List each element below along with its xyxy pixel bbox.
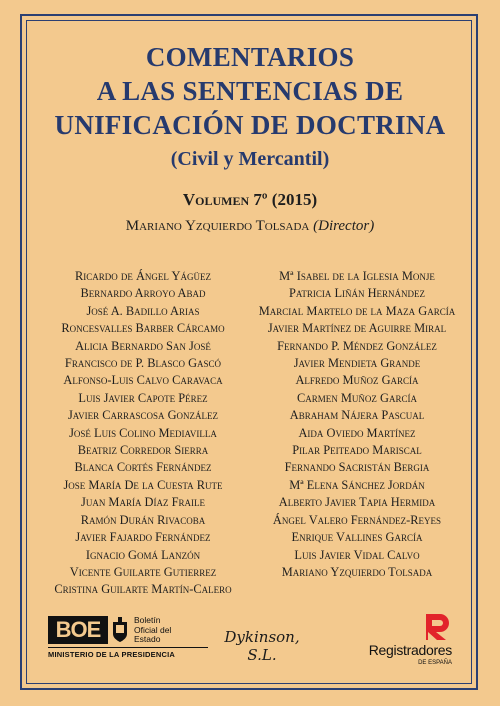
boe-logo [48, 616, 208, 666]
author-name: Ángel Valero Fernández-Reyes [272, 512, 442, 527]
ministry-label: MINISTERIO DE LA PRESIDENCIA [48, 650, 175, 659]
author-name: Roncesvalles Barber Cárcamo [61, 321, 225, 336]
authors-column-right [250, 268, 464, 599]
author-name: Javier Mendieta Grande [293, 356, 421, 371]
registradores-name: Registradores [368, 642, 452, 658]
author-name: Pilar Peiteado Mariscal [292, 443, 422, 458]
author-name: Luis Javier Vidal Calvo [294, 547, 420, 562]
author-name: Ramón Durán Rivacoba [80, 512, 206, 527]
book-title [0, 40, 500, 172]
boe-text-line-2: Oficial del [134, 624, 172, 635]
registradores-subtitle: DE ESPAÑA [418, 660, 452, 666]
title-line-1: COMENTARIOS [145, 42, 355, 72]
author-name: Carmen Muñoz García [297, 390, 417, 405]
author-name: Blanca Cortés Fernández [74, 460, 212, 475]
boe-text [134, 616, 214, 645]
author-name: Vicente Guilarte Gutierrez [69, 564, 217, 579]
author-name: Fernando P. Méndez González [277, 338, 437, 353]
dykinson-logo: Dykinson, S.L. [224, 628, 300, 664]
authors-list [36, 268, 464, 599]
registradores-r-icon [424, 612, 450, 642]
author-name: Beatriz Corredor Sierra [77, 443, 209, 458]
author-name: Enrique Vallines García [291, 530, 423, 545]
author-name: Mª Isabel de la Iglesia Monje [279, 269, 435, 283]
director-credit [0, 218, 500, 235]
author-name: Javier Fajardo Fernández [75, 530, 211, 545]
spain-coat-of-arms-icon [110, 616, 130, 644]
boe-text-line-3: Estado [134, 634, 161, 644]
author-name: Abraham Nájera Pascual [289, 408, 425, 423]
author-name: Alberto Javier Tapia Hermida [278, 495, 436, 510]
author-name: Javier Carrascosa González [67, 408, 219, 423]
boe-text-line-1: Boletín [134, 615, 161, 625]
title-line-2: A LAS SENTENCIAS DE [96, 76, 404, 106]
author-name: Luis Javier Capote Pérez [78, 390, 208, 405]
author-name: José Luis Colino Mediavilla [69, 425, 217, 440]
boe-mark: BOE [48, 616, 108, 644]
title-line-3: UNIFICACIÓN DE DOCTRINA [54, 110, 446, 140]
author-name: Alfredo Muñoz García [295, 373, 419, 388]
author-name: Mª Elena Sánchez Jordán [289, 477, 425, 492]
author-name: Javier Martínez de Aguirre Miral [267, 321, 447, 336]
author-name: Jose María De la Cuesta Rute [63, 477, 223, 492]
author-name: Mariano Yzquierdo Tolsada [281, 564, 433, 579]
author-name: Aida Oviedo Martínez [298, 425, 416, 440]
author-name: Fernando Sacristán Bergia [284, 460, 430, 475]
book-subtitle: (Civil y Mercantil) [170, 148, 330, 170]
author-name: Cristina Guilarte Martín-Calero [54, 582, 232, 597]
author-name: Bernardo Arroyo Abad [80, 286, 206, 301]
director-name: Mariano Yzquierdo Tolsada [125, 218, 310, 234]
author-name: Marcial Martelo de la Maza García [258, 303, 456, 318]
author-name: José A. Badillo Arias [86, 303, 200, 318]
author-name: Ricardo de Ángel Yágüez [75, 269, 211, 283]
author-name: Francisco de P. Blasco Gascó [64, 356, 222, 371]
director-role: (Director) [313, 218, 375, 234]
authors-column-left [36, 268, 250, 599]
author-name: Patricia Liñán Hernández [288, 286, 426, 301]
author-name: Ignacio Gomá Lanzón [85, 547, 201, 562]
volume-label: Volumen 7º (2015) [182, 190, 318, 209]
author-name: Juan María Díaz Fraile [81, 495, 205, 510]
registradores-logo [328, 612, 458, 672]
author-name: Alicia Bernardo San José [75, 338, 211, 353]
author-name: Alfonso-Luis Calvo Caravaca [63, 373, 223, 388]
boe-divider [48, 647, 208, 648]
